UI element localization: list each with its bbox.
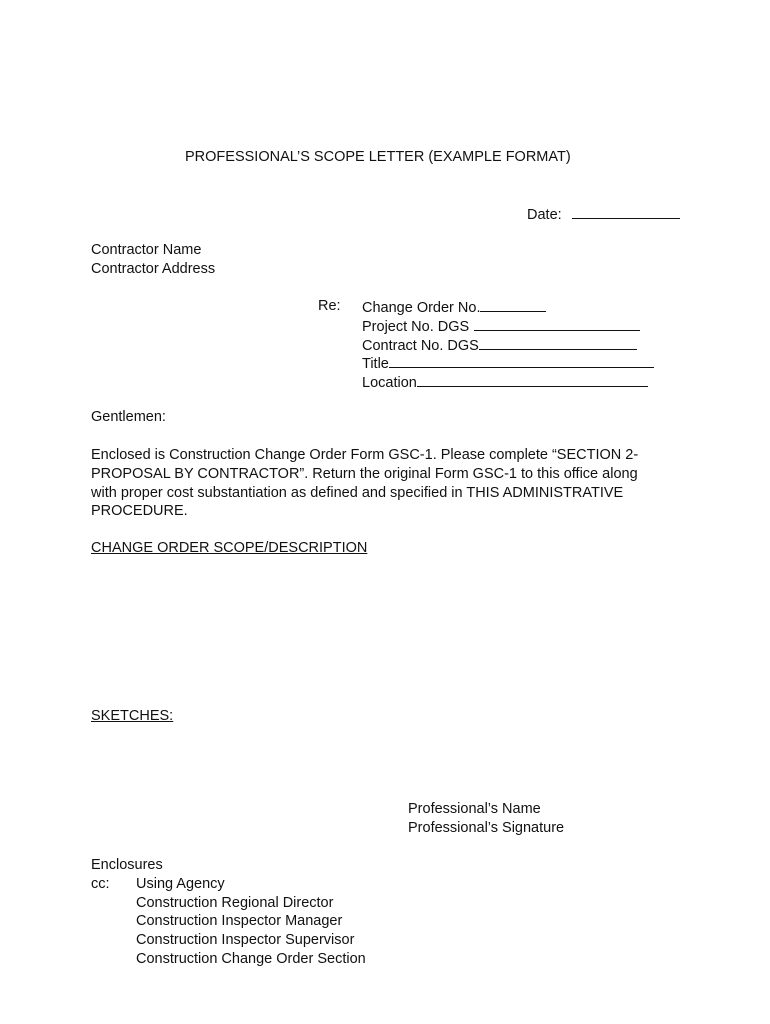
date-blank bbox=[572, 204, 680, 219]
cc-label: cc: bbox=[91, 876, 110, 892]
professional-signature: Professional’s Signature bbox=[408, 820, 565, 836]
re-line-blank bbox=[479, 335, 637, 350]
date-label: Date: bbox=[527, 207, 562, 223]
scope-heading: CHANGE ORDER SCOPE/DESCRIPTION bbox=[91, 540, 368, 556]
salutation: Gentlemen: bbox=[91, 409, 166, 425]
page-title: PROFESSIONAL’S SCOPE LETTER (EXAMPLE FORMAT) bbox=[185, 149, 571, 165]
date-line bbox=[527, 204, 680, 225]
re-line-title bbox=[362, 353, 654, 374]
re-line-blank bbox=[417, 372, 648, 387]
contractor-name: Contractor Name bbox=[91, 242, 202, 258]
re-line-label: Project No. DGS bbox=[362, 319, 470, 335]
re-line-label: Change Order No. bbox=[362, 300, 481, 316]
cc-recipient: Construction Change Order Section bbox=[136, 951, 366, 967]
body-line: with proper cost substantiation as defined and specified in THIS ADMINISTRATIVE bbox=[91, 485, 624, 501]
re-line-project bbox=[362, 316, 640, 337]
sketches-heading: SKETCHES: bbox=[91, 708, 174, 724]
body-line: Enclosed is Construction Change Order Form GSC-1. Please complete “SECTION 2- bbox=[91, 447, 639, 463]
re-label: Re: bbox=[318, 298, 341, 314]
re-line-blank bbox=[389, 353, 654, 368]
re-line-label: Title bbox=[362, 356, 389, 372]
cc-recipient: Construction Inspector Supervisor bbox=[136, 932, 355, 948]
re-line-label: Location bbox=[362, 375, 417, 391]
re-line-label: Contract No. DGS bbox=[362, 338, 479, 354]
cc-recipient: Construction Regional Director bbox=[136, 895, 334, 911]
cc-recipient: Construction Inspector Manager bbox=[136, 913, 343, 929]
professional-name: Professional’s Name bbox=[408, 801, 541, 817]
body-line: PROCEDURE. bbox=[91, 503, 188, 519]
body-line: PROPOSAL BY CONTRACTOR”. Return the original Form GSC-1 to this office along bbox=[91, 466, 638, 482]
re-line-change-order bbox=[362, 297, 546, 318]
contractor-address: Contractor Address bbox=[91, 261, 216, 277]
enclosures-label: Enclosures bbox=[91, 857, 163, 873]
re-line-blank bbox=[474, 316, 640, 331]
cc-recipient: Using Agency bbox=[136, 876, 225, 892]
re-line-location bbox=[362, 372, 648, 393]
re-line-blank bbox=[480, 297, 546, 312]
